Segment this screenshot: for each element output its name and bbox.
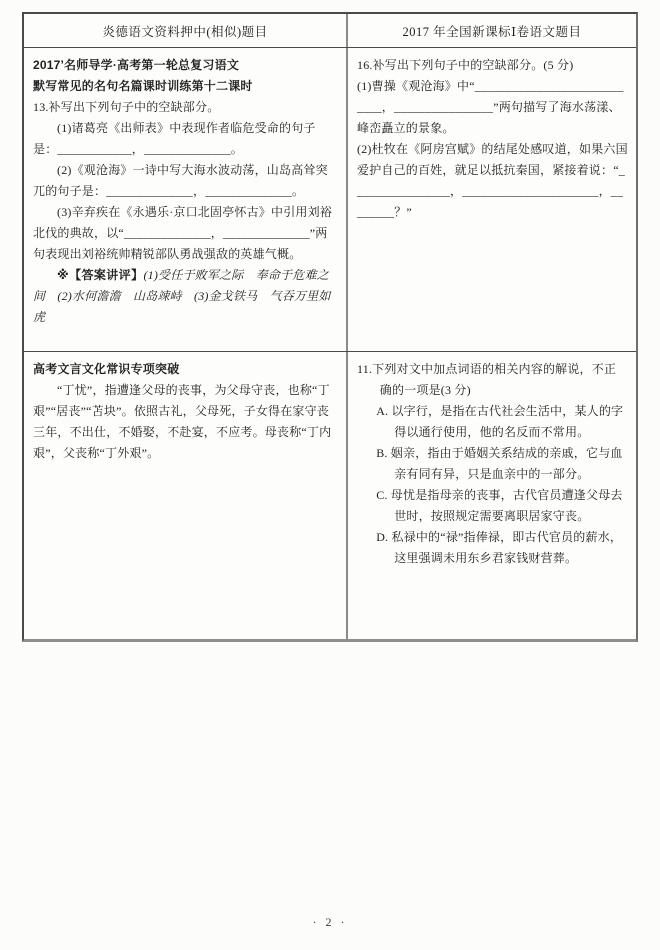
source-book-title-line1: 2017’名师导学·高考第一轮总复习语文 (33, 58, 240, 72)
header-label-2017-exam: 2017 年全国新课标Ⅰ卷语文题目 (402, 24, 582, 39)
header-cell-2017-exam (348, 14, 636, 47)
table-row-dictation (24, 48, 636, 352)
question-11-option-d: D. 私禄中的“禄”指俸禄，即古代官员的薪水，这里强调未用东乡君家钱财营葬。 (376, 530, 623, 565)
source-book-title-line2: 默写常见的名句名篇课时训练第十二课时 (33, 79, 253, 93)
question-16-item-1: (1)曹操《观沧海》中“____________________________，________________”两句描写了海水荡漾、峰峦矗立的景象。 (357, 79, 624, 135)
culture-section-body: “丁忧”，指遭逢父母的丧事，为父母守丧，也称“丁艰”“居丧”“苫块”。依照古礼，父母死，子女得在家守丧三年，不出仕，不婚娶，不赴宴，不应考。母丧称“丁内艰”，父丧称“丁外艰”。 (33, 383, 332, 460)
answer-commentary-text: (1)受任于败军之际 奉命于危难之间 (2)水何澹澹 山岛竦峙 (3)金戈铁马 气吞万里如虎 (33, 268, 331, 324)
table-row-culture-knowledge (24, 352, 636, 639)
header-label-yande: 炎德语文资料押中(相似)题目 (102, 24, 268, 39)
question-11-stem: 11.下列对文中加点词语的相关内容的解说，不正确的一项是(3 分) (357, 362, 617, 397)
answer-commentary (33, 265, 338, 328)
cell-yande-culture (24, 352, 348, 639)
question-13-intro: 13.补写出下列句子中的空缺部分。 (33, 100, 220, 114)
answer-commentary-label: ※【答案讲评】 (57, 268, 144, 282)
comparison-table (22, 12, 638, 642)
question-16-item-2: (2)杜牧在《阿房宫赋》的结尾处感叹道，如果六国爱护自己的百姓，就足以抵抗秦国，紧接着说：“________________，______________________，________？” (357, 142, 628, 219)
cell-exam-culture (348, 352, 636, 639)
table-header-row (24, 14, 636, 48)
culture-section-title: 高考文言文化常识专项突破 (33, 362, 180, 376)
page-number: · 2 · (312, 915, 348, 929)
question-13-item-2: (2)《观沧海》一诗中写大海水波动荡，山岛高耸突兀的句子是：______________，______________。 (33, 163, 328, 198)
question-13-item-3: (3)辛弃疾在《永遇乐·京口北固亭怀古》中引用刘裕北伐的典故，以“______________，______________”两句表现出刘裕统帅精锐部队勇战强敌的英雄气概。 (33, 205, 332, 261)
cell-exam-dictation (348, 48, 636, 351)
question-11-option-c: C. 母忧是指母亲的丧事，古代官员遭逢父母去世时，按照规定需要离职居家守丧。 (376, 488, 623, 523)
question-13-item-1: (1)诸葛亮《出师表》中表现作者临危受命的句子是：____________，______________。 (33, 121, 316, 156)
question-11-option-a: A. 以字行，是指在古代社会生活中，某人的字得以通行使用，他的名反而不常用。 (376, 404, 624, 439)
cell-yande-dictation (24, 48, 348, 351)
header-cell-yande (24, 14, 348, 47)
question-16-intro: 16.补写出下列句子中的空缺部分。(5 分) (357, 58, 574, 72)
question-11-option-b: B. 姻亲，指由于婚姻关系结成的亲戚，它与血亲有同有异，只是血亲中的一部分。 (376, 446, 623, 481)
